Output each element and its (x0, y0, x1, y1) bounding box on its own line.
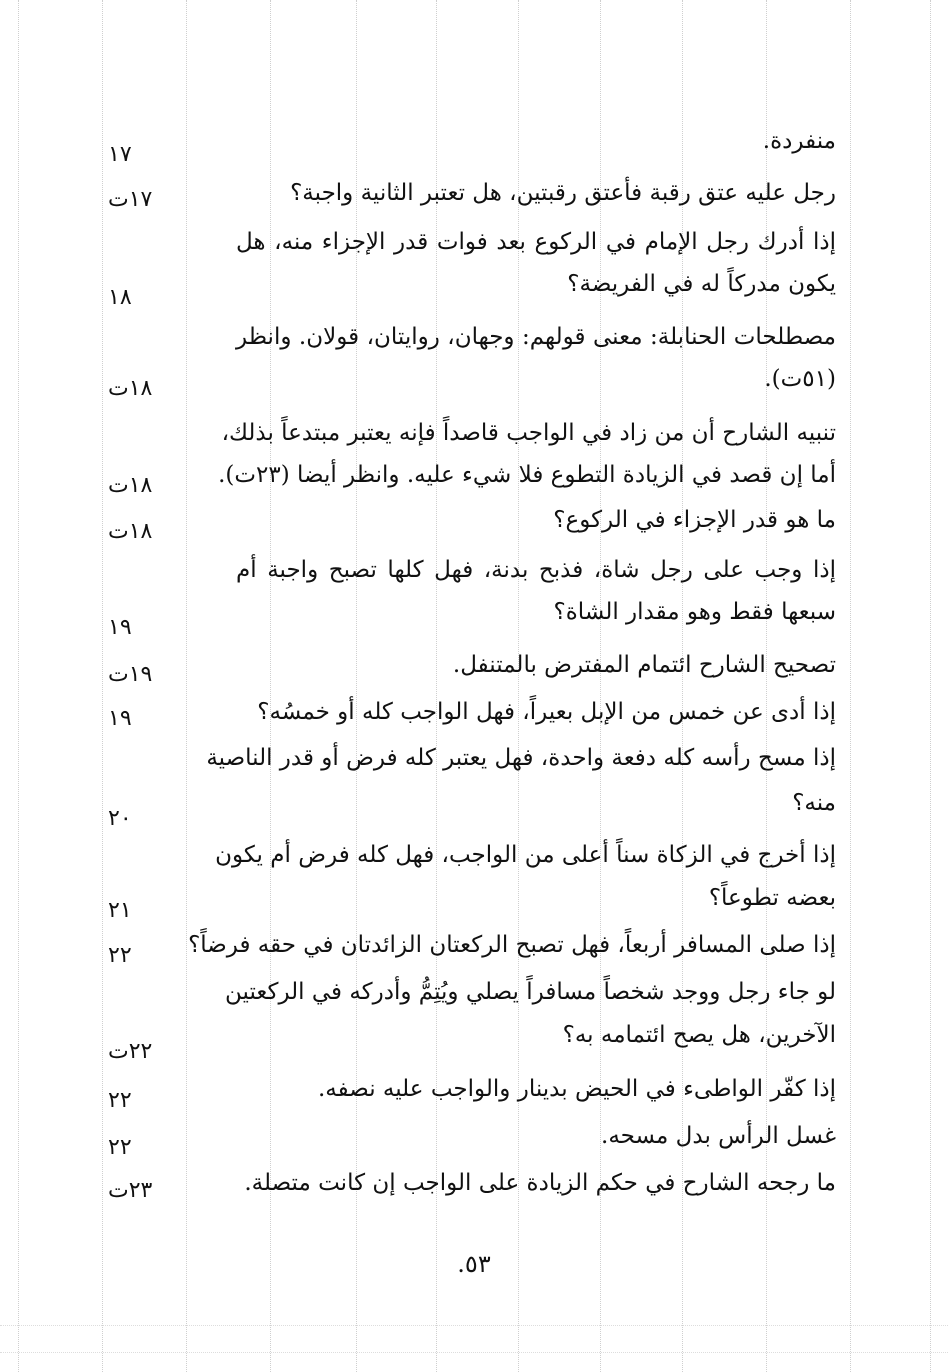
entry-text-line: منفردة. (762, 128, 836, 154)
guide-line (0, 1325, 948, 1326)
entry-text-line: تصحيح الشارح ائتمام المفترض بالمتنفل. (452, 652, 836, 678)
entry-text-line: يكون مدركاً له في الفريضة؟ (567, 271, 836, 297)
guide-line (18, 0, 19, 1372)
entry-text-line: ما هو قدر الإجزاء في الركوع؟ (553, 507, 836, 533)
page-number: ٥٣. (457, 1250, 491, 1278)
page-reference: ١٨ (108, 285, 132, 310)
entry-text-line: (٥١ت). (764, 366, 836, 392)
page-reference: ١٩ (108, 615, 132, 640)
guide-line (0, 1352, 948, 1353)
entry-text-line: الآخرين، هل يصح ائتمامه به؟ (562, 1022, 836, 1048)
page-reference: ٢٢ (108, 1088, 132, 1113)
guide-line (102, 0, 103, 1372)
entry-text-line: غسل الرأس بدل مسحه. (601, 1123, 836, 1149)
entry-text-line: بعضه تطوعاً؟ (708, 885, 836, 911)
entry-text-line: سبعها فقط وهو مقدار الشاة؟ (553, 599, 836, 625)
guide-line (186, 0, 187, 1372)
guide-line (930, 0, 931, 1372)
page-reference: ٢١ (108, 898, 132, 923)
page-reference: ٢٠ (108, 806, 132, 831)
page-reference: ٢٣ت (108, 1178, 153, 1203)
page-reference: ١٩ (108, 706, 132, 731)
entry-text-line: إذا كفّر الواطىء في الحيض بدينار والواجب عليه نصفه. (317, 1076, 836, 1102)
page-reference: ١٧ (108, 142, 132, 167)
entry-text-line: إذا مسح رأسه كله دفعة واحدة، فهل يعتبر كله فرض أو قدر الناصية (206, 745, 836, 771)
page-reference: ١٧ت (108, 187, 153, 212)
entry-text-line: تنبيه الشارح أن من زاد في الواجب قاصداً فإنه يعتبر مبتدعاً بذلك، (221, 420, 836, 446)
page-reference: ١٨ت (108, 473, 153, 498)
entry-text-line: مصطلحات الحنابلة: معنى قولهم: وجهان، روايتان، قولان. وانظر (236, 324, 836, 350)
page-reference: ١٨ت (108, 376, 153, 401)
page-reference: ١٩ت (108, 662, 153, 687)
entry-text-line: إذا صلى المسافر أربعاً، فهل تصبح الركعتان الزائدتان في حقه فرضاً؟ (188, 932, 836, 958)
entry-text-line: أما إن قصد في الزيادة التطوع فلا شيء عليه. وانظر أيضا (٢٣ت). (218, 462, 836, 488)
entry-text-line: لو جاء رجل ووجد شخصاً مسافراً يصلي ويُتِمُّ وأدركه في الركعتين (225, 979, 836, 1005)
guide-line (850, 0, 851, 1372)
page-reference: ٢٢ (108, 1135, 132, 1160)
entry-text-line: منه؟ (792, 790, 836, 816)
entry-text-line: رجل عليه عتق رقبة فأعتق رقبتين، هل تعتبر الثانية واجبة؟ (290, 180, 836, 206)
page-reference: ٢٢ت (108, 1039, 153, 1064)
page-reference: ٢٢ (108, 943, 132, 968)
entry-text-line: إذا أدى عن خمس من الإبل بعيراً، فهل الواجب كله أو خمسُه؟ (257, 699, 836, 725)
entry-text-line: إذا وجب على رجل شاة، فذبح بدنة، فهل كلها تصبح واجبة أم (236, 557, 836, 583)
page-reference: ١٨ت (108, 519, 153, 544)
entry-text-line: إذا أدرك رجل الإمام في الركوع بعد فوات قدر الإجزاء منه، هل (236, 229, 836, 255)
entry-text-line: ما رجحه الشارح في حكم الزيادة على الواجب إن كانت متصلة. (244, 1170, 836, 1196)
entry-text-line: إذا أخرج في الزكاة سناً أعلى من الواجب، فهل كله فرض أم يكون (215, 842, 836, 868)
